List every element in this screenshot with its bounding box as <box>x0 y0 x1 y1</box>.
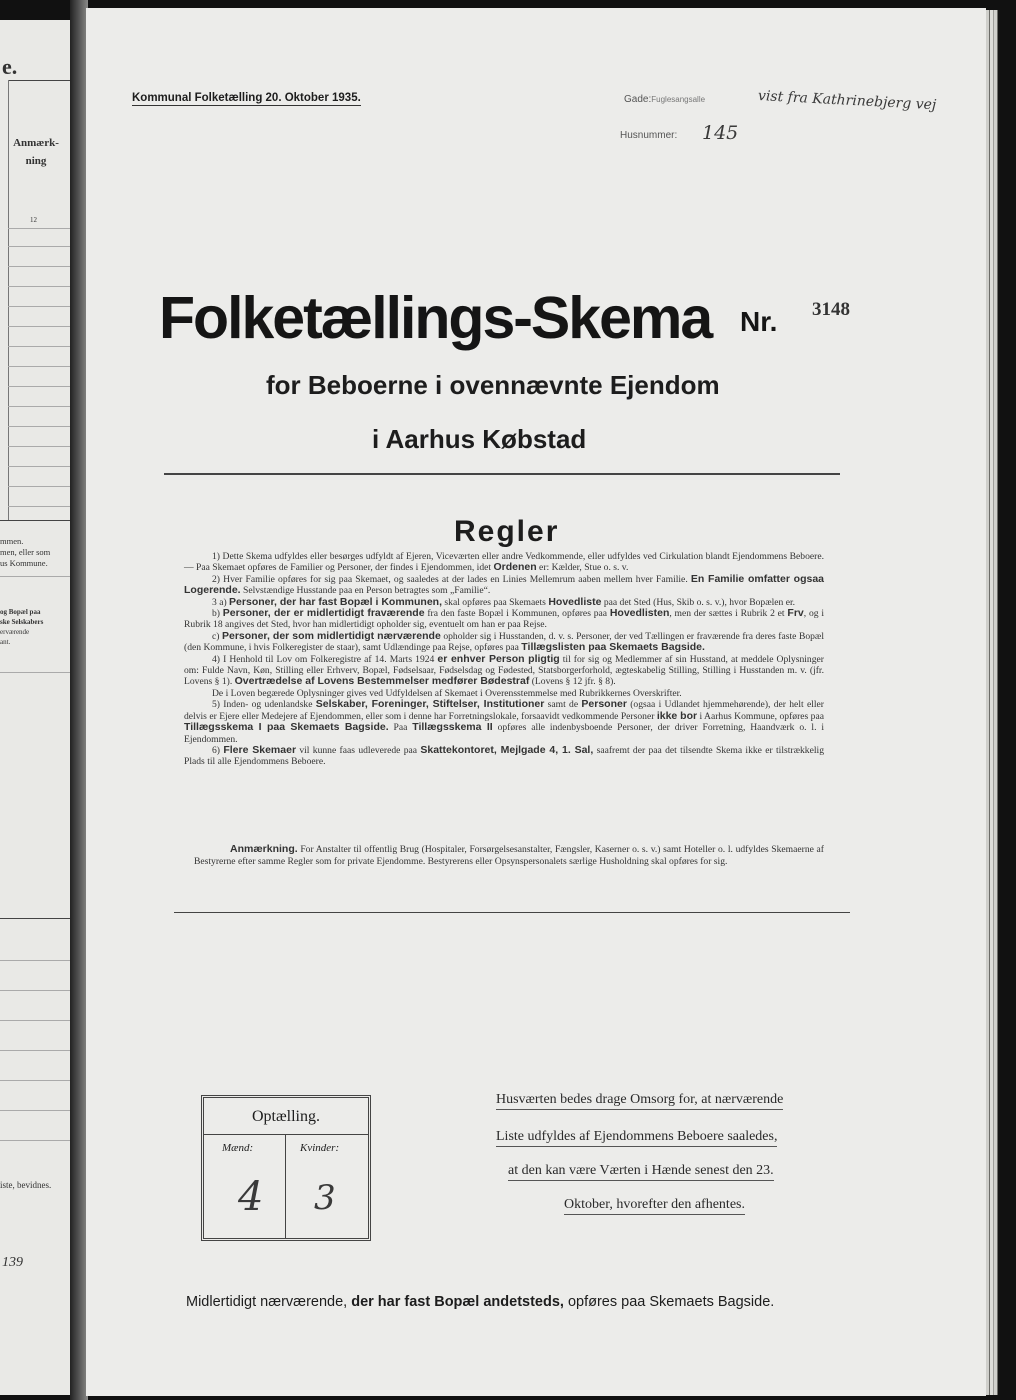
rule-emphasis: Personer, der har fast Bopæl i Kommunen, <box>229 595 443 608</box>
rule-emphasis: Tillægsskema I paa Skemaets Bagside. <box>184 721 389 734</box>
men-count: 4 <box>238 1174 264 1220</box>
previous-page-note2-line: ant. <box>0 638 11 646</box>
previous-page-column-header: Anmærk- ning <box>13 137 59 167</box>
rule-emphasis: ikke bor <box>656 709 698 722</box>
rule-paragraph <box>184 699 824 745</box>
rule-paragraph <box>184 608 824 631</box>
rule-text: De i Loven begærede Oplysninger gives ved Udfyldelsen af Skemaet i Overensstemmelse med Rubrikkernes Overskrifter. <box>212 687 682 699</box>
remark-text: For Anstalter til offentlig Brug (Hospitaler, Forsørgelsesanstalter, Fængsler, Kaserner o. s. v.) samt Hoteller o. l. udfyldes Skemaerne af Bestyrerne efter samme Regler som for private Ejendomme. Bestyrerens eller Opsynspersonalets særlige Husholdning skal opføres for sig. <box>194 844 824 867</box>
remark-label: Anmærkning. <box>230 843 298 855</box>
rule-text: 2) Hver Familie opføres for sig paa Skemaet, og saaledes at der lades en Linies Mellemrum aaben mellem hver Familie. <box>212 573 691 585</box>
rule-emphasis: Personer <box>581 698 627 711</box>
rule-emphasis: Tillægslisten paa Skemaets Bagside. <box>521 641 705 654</box>
street-label: Gade:Fuglesangsalle <box>624 94 706 105</box>
house-number-label: Husnummer: <box>620 130 678 141</box>
rule-text: 5) Inden- og udenlandske <box>212 699 316 711</box>
count-box <box>201 1095 371 1241</box>
census-form-page <box>86 8 986 1396</box>
previous-page-note-line: us Kommune. <box>0 558 48 568</box>
rule-emphasis: er enhver Person pligtig <box>437 652 560 665</box>
rule-text: opføres alle indenbysboende Personer, der driver Forretning, Haandværk o. l. i Ejendommen. <box>184 722 824 745</box>
rule-text: i Aarhus Kommune, opføres paa <box>697 710 824 722</box>
previous-page-mark: 139 <box>2 1255 23 1270</box>
count-box-title: Optælling. <box>251 1108 320 1125</box>
footer-note-bold: der har fast Bopæl andetsteds, <box>351 1294 564 1310</box>
landlord-notice-line: Oktober, hvorefter den afhentes. <box>564 1197 745 1215</box>
previous-page-column-number: 12 <box>30 216 37 224</box>
previous-page-heading: e. <box>2 54 18 79</box>
rule-paragraph <box>184 631 824 654</box>
form-subtitle-city: i Aarhus Købstad <box>372 424 587 454</box>
rule-text: til for sig og Medlemmer af sin Husstand, at meddele Oplysninger om: Fulde Navn, Køn, Stilling eller Erhverv, Bopæl, Fødselsaar, Fødselsdag og Fødested, Statsborgerforhold, ægteskabelig Stilling, Stilling i Husstanden m. v. (jfr. Lovens § 1). <box>184 653 824 688</box>
form-subtitle: for Beboerne i ovennævnte Ejendom <box>266 370 720 400</box>
rule-emphasis: Frv <box>787 607 804 620</box>
landlord-notice-line: at den kan være Værten i Hænde senest den 23. <box>508 1163 774 1181</box>
rule-emphasis: Flere Skemaer <box>223 743 297 756</box>
previous-page-note2-line: ske Selskabers <box>0 618 44 626</box>
rule-text: (Lovens § 12 jfr. § 8). <box>529 676 616 688</box>
landlord-notice-line: Liste udfyldes af Ejendommens Beboere saaledes, <box>496 1129 777 1147</box>
rule-text: 6) <box>212 744 224 756</box>
rule-text: (ogsaa i Udlandet hjemmehørende), der helt eller delvis er Ejere eller Medejere af Ejendommen, eller som i denne har Forretningslokale, forsaavidt vedkommende Personer <box>184 699 824 722</box>
landlord-notice-line: Husværten bedes drage Omsorg for, at nærværende <box>496 1092 783 1110</box>
rule-paragraph <box>184 745 824 768</box>
street-printed: Fuglesangsalle <box>651 95 706 104</box>
rule-paragraph <box>184 574 824 597</box>
previous-page-note-line: mmen. <box>0 536 24 546</box>
rule-emphasis: Skattekontoret, Mejlgade 4, 1. Sal, <box>420 743 594 756</box>
rule-emphasis: Hovedlisten <box>609 607 670 620</box>
men-label: Mænd: <box>222 1142 254 1154</box>
rule-emphasis: Overtrædelse af Lovens Bestemmelser medfører Bødestraf <box>234 675 530 688</box>
women-label: Kvinder: <box>300 1142 340 1154</box>
rule-text: c) <box>212 630 222 642</box>
rule-text: skal opføres paa Skemaets <box>442 596 549 608</box>
rule-text: Paa <box>388 722 413 734</box>
women-count: 3 <box>314 1178 336 1218</box>
rule-text: Selvstændige Husstande paa en Person betragtes som „Familie“. <box>240 585 491 597</box>
previous-page-note-line: men, eller som <box>0 547 51 557</box>
rule-text: vil kunne faas udleverede paa <box>296 744 421 756</box>
rule-text: paa det Sted (Hus, Skib o. s. v.), hvor Bopælen er. <box>601 596 796 608</box>
rule-text: b) <box>212 608 223 620</box>
rule-text: 1) Dette Skema udfyldes eller besørges udfyldt af Ejeren, Viceværten eller andre Vedkommende, eller udfyldes ved Cirkulation blandt Ejendommens Beboere. — Paa Skemaet opføres de Familier og Personer, der findes i Ejendommen, idet <box>184 551 824 574</box>
remark-paragraph <box>194 844 824 867</box>
rule-emphasis: Ordenen <box>493 561 537 574</box>
rule-paragraph <box>184 551 824 574</box>
street-handwritten: vist fra Kathrinebjerg vej <box>757 88 937 114</box>
rule-emphasis: Selskaber, Foreninger, Stiftelser, Institutioner <box>315 698 545 711</box>
rule-text: , og i Rubrik 18 angives det Sted, hvor han midlertidigt opholder sig, eventuelt om han er paa Rejse. <box>184 608 825 631</box>
census-title: Kommunal Folketælling 20. Oktober 1935. <box>132 92 361 104</box>
form-number-value: 3148 <box>812 299 850 320</box>
rules-body <box>184 551 824 768</box>
rule-text: samt de <box>544 699 582 711</box>
rules-divider <box>174 912 850 913</box>
footer-note: Midlertidigt nærværende, der har fast Bopæl andetsteds, opføres paa Skemaets Bagside. <box>186 1294 775 1310</box>
rules-heading: Regler <box>454 515 560 548</box>
rule-text: saafremt der paa det tilsendte Skema ikke er tilstrækkelig Plads til alle Ejendommens Beboere. <box>184 744 824 768</box>
rule-text: fra den faste Bopæl i Kommunen, opføres paa <box>424 608 610 620</box>
previous-page <box>0 20 70 1395</box>
rule-text: , men der sættes i Rubrik 2 et <box>669 608 788 620</box>
previous-page-note2-line: erværende <box>0 628 30 636</box>
previous-page-column-line <box>8 80 9 520</box>
rule-text: opholder sig i Husstanden, d. v. s. Personer, der ved Tællingen er fraværende fra deres faste Bopæl (den Kommune, i hvis Folkeregister de staar), samt Udlændinge paa Rejse, opføres paa <box>184 630 824 654</box>
rule-text: 4) I Henhold til Lov om Folkeregistre af 14. Marts 1924 <box>212 653 438 665</box>
form-title: Folketællings-Skema <box>159 285 712 351</box>
house-number-value: 145 <box>702 122 739 144</box>
previous-page-bottom-text: iste, bevidnes. <box>0 1180 52 1190</box>
rule-emphasis: Hovedliste <box>548 595 602 608</box>
rule-emphasis: Personer, der er midlertidigt fraværende <box>222 607 425 620</box>
rule-emphasis: Personer, der som midlertidigt nærværende <box>222 629 441 642</box>
rule-paragraph <box>184 654 824 688</box>
form-number-label: Nr. <box>740 306 778 337</box>
title-divider <box>164 473 840 475</box>
rule-emphasis: En Familie omfatter ogsaa Logerende. <box>184 572 825 597</box>
rule-emphasis: Tillægsskema II <box>412 721 493 734</box>
previous-page-note2-line: og Bopæl paa <box>0 608 41 616</box>
rule-text: er: Kælder, Stue o. s. v. <box>536 562 629 574</box>
rule-text: 3 a) <box>212 596 230 608</box>
